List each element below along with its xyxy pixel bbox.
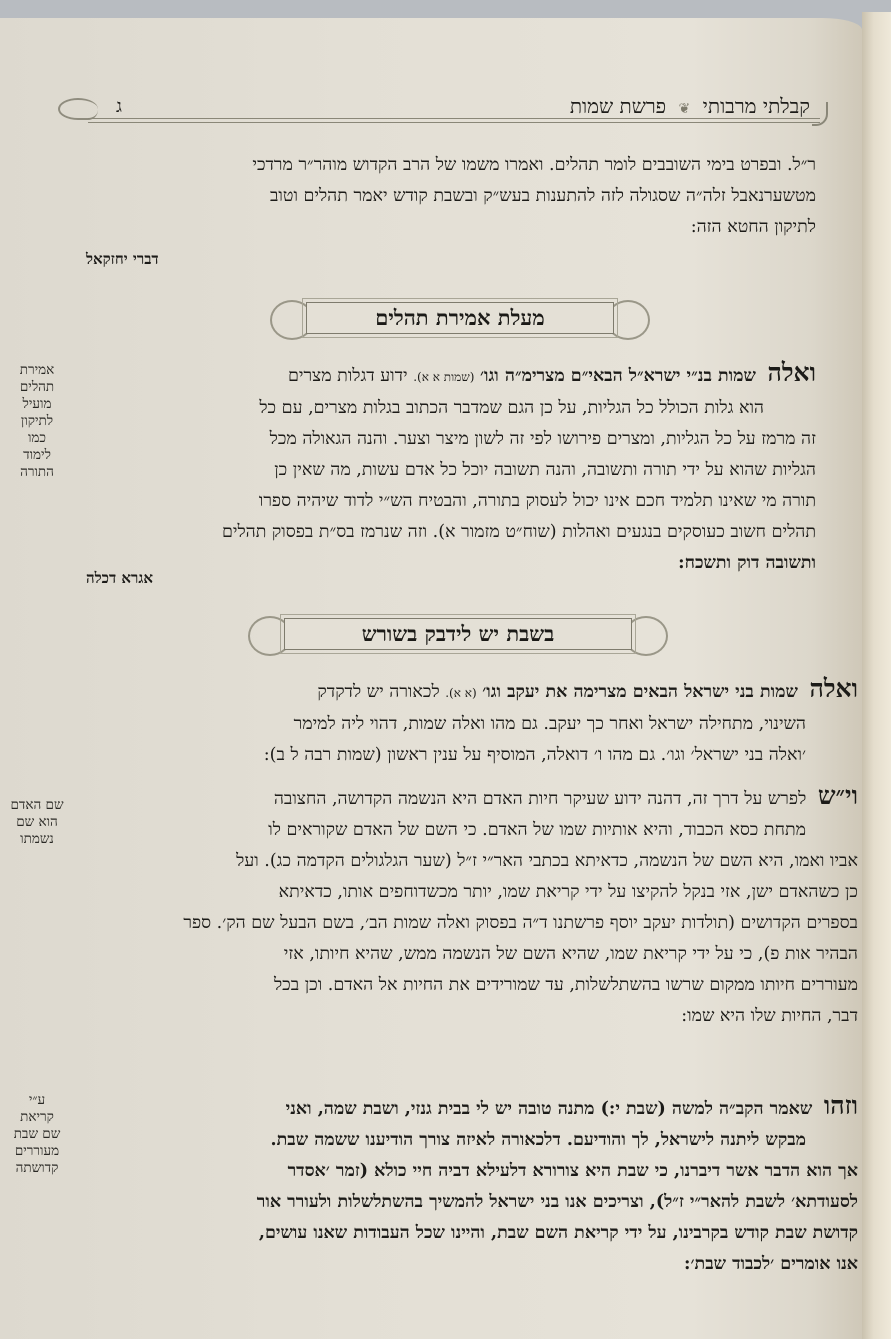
note-line: הוא שם bbox=[16, 814, 58, 830]
paragraph-text bbox=[88, 780, 858, 1032]
text-line: ׳ואלה בני ישראל׳ וגו׳. גם מהו ו׳ דואלה, המוסיף על ענין ראשון (שמות רבה ל ב): bbox=[263, 745, 806, 765]
intro-paragraph bbox=[88, 150, 816, 243]
text-line: כן כשהאדם ישן, אזי בנקל להקיצו על ידי קריאת שמו, יותר מכשדוחפים אותו, כדאיתא bbox=[278, 882, 858, 902]
section1-paragraph bbox=[88, 357, 816, 579]
text-line: הבהיר אות פ), כי על ידי קריאת שמו, שהיא השם של הנשמה ממש, שהיא חיותו, אזי bbox=[283, 944, 858, 964]
text-line: תורה מי שאינו תלמיד חכם אינו יכול לעסוק בתורה, והבטיח הש״י לדוד שיהיה ספרו bbox=[258, 491, 816, 511]
text-line: מתחת כסא הכבוד, והיא אותיות שמו של האדם. כי השם של האדם שקוראים לו bbox=[268, 820, 806, 840]
text-line: בספרים הקדושים (תולדות יעקב יוסף פרשתנו ד״ה בפסוק ואלה שמות הב׳, בשם הבעל שם הק׳. ספר bbox=[183, 913, 858, 933]
section2-paragraph-1 bbox=[88, 673, 858, 771]
note-line: שם שבת bbox=[13, 1126, 61, 1142]
text-line bbox=[88, 1090, 858, 1125]
text-line: מבקש ליתנה לישראל, לך והודיעם. דלכאורה לאיזה צורך הודיענו ששמה שבת. bbox=[270, 1130, 806, 1150]
paragraph-text bbox=[88, 1090, 858, 1280]
opening-word: ואלה bbox=[809, 674, 858, 703]
opening-word: וזהו bbox=[823, 1091, 858, 1120]
note-line: אמירת bbox=[19, 362, 55, 378]
text-line: מטשערנאבל זלה״ה שסגולה לזה להתענות בעש״ק ובשבת קודש יאמר תהלים וטוב bbox=[269, 186, 816, 206]
text-line: קדושת שבת קודש בקרבינו, על ידי קריאת השם שבת, והיינו שכל העבודות שאנו עושים, bbox=[258, 1223, 858, 1243]
text-span: ידוע דגלות מצרים bbox=[287, 366, 408, 386]
text-line bbox=[88, 780, 858, 815]
adjacent-page-edge bbox=[862, 12, 891, 1339]
intro-text bbox=[88, 150, 816, 243]
text-line: הוא גלות הכולל כל הגליות, על כן הגם שמדבר הכתוב בגלות מצרים, עם כל bbox=[259, 398, 764, 418]
note-line: לתיקון bbox=[20, 413, 54, 429]
running-header bbox=[58, 92, 828, 132]
page-number: ג bbox=[116, 96, 122, 117]
text-line: אך הוא הדבר אשר דיברנו, כי שבת היא צורורא דלעילא דביה חיי כולא (זמר ׳אסדר bbox=[287, 1161, 858, 1181]
text-line bbox=[88, 357, 816, 393]
text-line: אביו ואמו, היא השם של הנשמה, כדאיתא בכתבי האר״י ז״ל (שער הגלגולים הקדמה כג). ועל bbox=[236, 851, 858, 871]
section-title: מעלת אמירת תהלים bbox=[375, 305, 545, 330]
text-line: מעוררים חיותו ממקום שרשו בהשתלשלות, עד שמורידים את החיות אל האדם. וכן בכל bbox=[273, 975, 858, 995]
text-line: הגליות שהוא על ידי תורה ותשובה, והנה תשובה יוכל כל אדם עשות, מה שאין כן bbox=[274, 460, 816, 480]
note-line: ע״י bbox=[28, 1092, 46, 1108]
note-line: התורה bbox=[20, 464, 54, 480]
paragraph-text bbox=[88, 673, 858, 771]
note-line: קדושתה bbox=[15, 1160, 59, 1176]
source-signature: דברי יחזקאל bbox=[86, 250, 159, 268]
text-line: דבר, החיות שלו היא שמו: bbox=[681, 1006, 858, 1026]
header-flourish-icon bbox=[58, 98, 98, 120]
note-line: תהלים bbox=[19, 379, 55, 395]
leaf-ornament-icon: ❦ bbox=[678, 101, 691, 117]
opening-word: ואלה bbox=[767, 358, 816, 387]
verse-quote: שמות בנ״י ישרא״ל הבאי״ם מצרימ״ה וגו׳ bbox=[480, 366, 756, 386]
section1-text bbox=[88, 357, 816, 579]
text-span: לפרש על דרך זה, דהנה ידוע שעיקר חיות האדם היא הנשמה הקדושה, החצובה bbox=[273, 789, 807, 809]
text-line: ר״ל. ובפרט בימי השובבים לומר תהלים. ואמרו משמו של הרב הקדוש מוהר״ר מרדכי bbox=[252, 155, 816, 175]
margin-note bbox=[4, 1092, 70, 1177]
source-citation: (א א). bbox=[445, 686, 477, 700]
note-line: שם האדם bbox=[10, 797, 64, 813]
note-line: מעוררים bbox=[14, 1143, 60, 1159]
source-signature: אגרא דכלה bbox=[86, 569, 153, 587]
margin-note bbox=[4, 362, 70, 481]
text-line: זה מרמז על כל הגליות, ומצרים פירושו לפי זה לשון מיצר וצער. והנה הגאולה מכל bbox=[269, 429, 816, 449]
text-span: לכאורה יש לדקדק bbox=[317, 682, 440, 702]
text-line: תהלים חשוב כעוסקים בנגעים ואהלות (שוח״ט מזמור א). וזה שנרמז בס״ת בפסוק תהלים bbox=[221, 522, 816, 542]
note-line: לימוד bbox=[23, 447, 51, 463]
running-title bbox=[570, 94, 810, 119]
note-line: נשמתו bbox=[20, 831, 54, 847]
note-line: מועיל bbox=[22, 396, 52, 412]
opening-word: וי״ש bbox=[817, 781, 858, 810]
source-citation: (שמות א א). bbox=[413, 370, 475, 384]
text-line: השינוי, מתחילה ישראל ואחר כך יעקב. גם מהו ואלה שמות, דהוי ליה למימר bbox=[293, 714, 806, 734]
section-title-banner bbox=[248, 612, 668, 656]
text-line: לתיקון החטא הזה: bbox=[690, 217, 816, 237]
note-line: קריאת bbox=[20, 1109, 54, 1125]
parasha-name: פרשת שמות bbox=[569, 94, 667, 118]
book-title: קבלתי מרבותי bbox=[702, 94, 810, 118]
section2-paragraph-3 bbox=[88, 1090, 858, 1280]
text-span: שאמר הקב״ה למשה (שבת י:) מתנה טובה יש לי בבית גנזי, ושבת שמה, ואני bbox=[285, 1099, 813, 1119]
text-line bbox=[88, 673, 858, 709]
section2-paragraph-2 bbox=[88, 780, 858, 1032]
header-hook-icon bbox=[812, 102, 828, 126]
text-line: אנו אומרים ׳לכבוד שבת׳: bbox=[684, 1254, 858, 1274]
note-line: כמו bbox=[27, 430, 47, 446]
section-title-banner bbox=[270, 296, 650, 340]
text-line: לסעודתא׳ לשבת להאר״י ז״ל), וצריכים אנו בני ישראל להמשיך בהשתלשלות ולעורר אור bbox=[256, 1192, 858, 1212]
text-line: ותשובה דוק ותשכח: bbox=[678, 553, 816, 573]
section-title: בשבת יש לידבק בשורש bbox=[361, 621, 555, 646]
verse-quote: שמות בני ישראל הבאים מצרימה את יעקב וגו׳ bbox=[482, 682, 798, 702]
margin-note bbox=[4, 797, 70, 848]
